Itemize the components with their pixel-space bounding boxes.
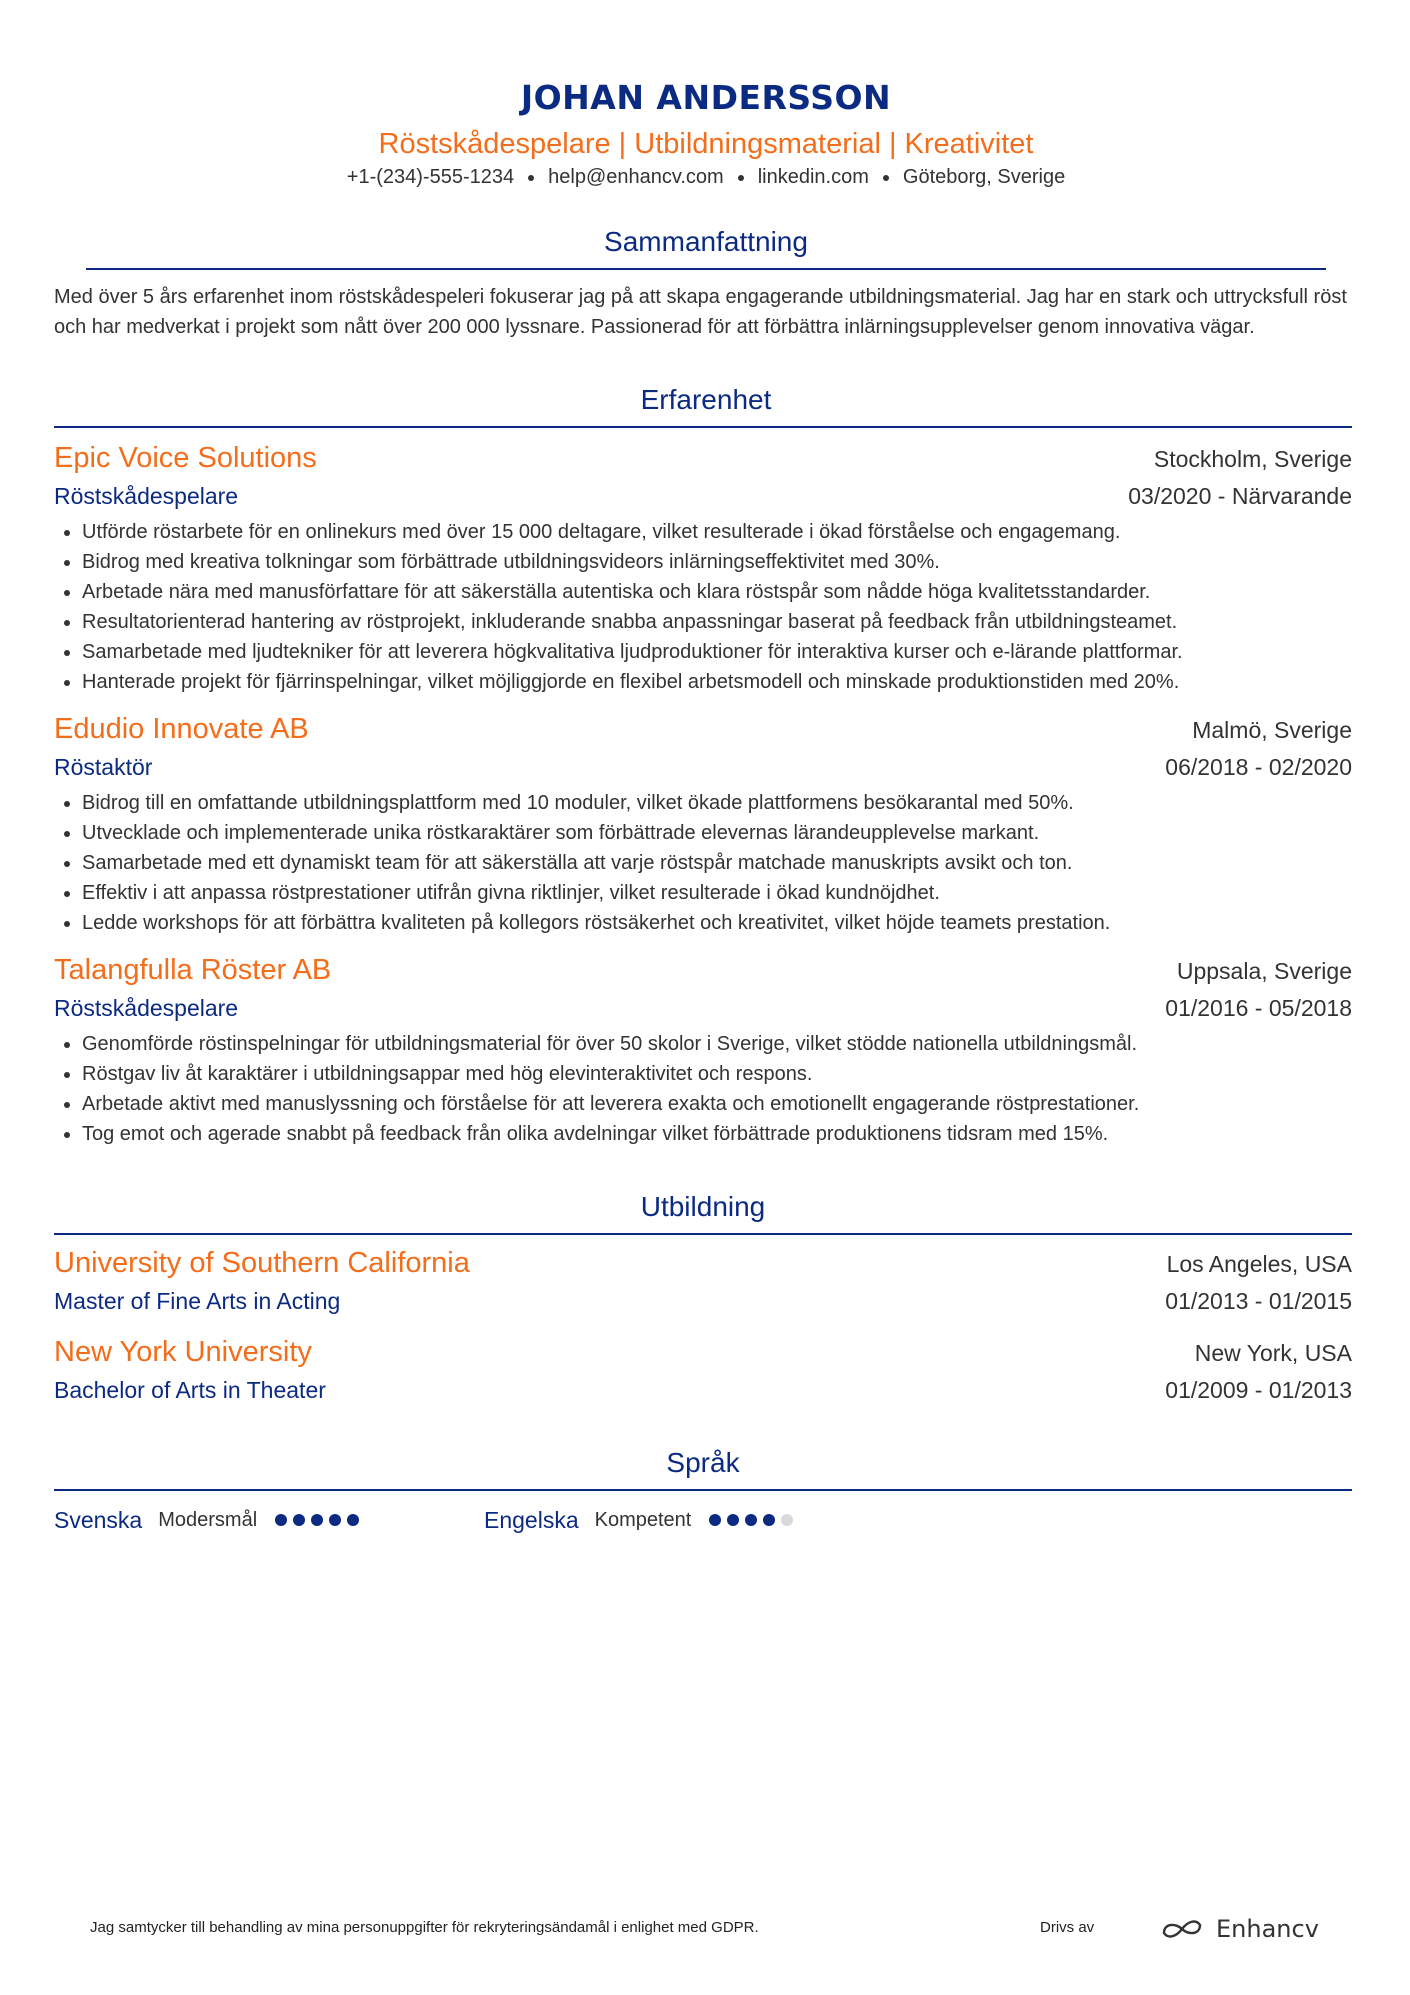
list-item: • Effektiv i att anpassa röstprestationer utifrån givna riktlinjer, vilket resulterade i ökad kundnöjdhet.	[82, 878, 1352, 908]
company-location: Malmö, Sverige	[1192, 717, 1352, 743]
education-section	[54, 1187, 1352, 1407]
list-item: • Arbetade aktivt med manuslyssning och förståelse för att leverera exakta och emotionellt engagerande röstprestationer.	[82, 1089, 1352, 1119]
list-item: • Röstgav liv åt karaktärer i utbildningsappar med hög elevinteraktivitet och respons.	[82, 1059, 1352, 1089]
tagline: Röstskådespelare | Utbildningsmaterial | Kreativitet	[378, 128, 1034, 160]
study-dates: 01/2009 - 01/2013	[1165, 1377, 1352, 1403]
section-divider	[86, 268, 1326, 270]
job-title: Röstaktör	[54, 754, 153, 780]
achievement-list	[54, 1029, 1352, 1149]
section-divider	[54, 1233, 1352, 1235]
candidate-name: JOHAN ANDERSSON	[520, 78, 892, 117]
footer	[90, 1909, 1330, 1949]
experience-entry	[54, 950, 1352, 1149]
section-title-education: Utbildning	[640, 1191, 766, 1222]
degree: Master of Fine Arts in Acting	[54, 1288, 341, 1314]
proficiency-dot-filled	[745, 1514, 757, 1526]
resume-page	[54, 70, 1352, 1537]
separator-dot	[528, 175, 534, 181]
proficiency-dot-filled	[311, 1514, 323, 1526]
list-item: • Bidrog till en omfattande utbildningsplattform med 10 moduler, vilket ökade plattformens besökarantal med 50%.	[82, 788, 1352, 818]
separator-dot	[883, 175, 889, 181]
achievement-list	[54, 788, 1352, 938]
experience-entry	[54, 709, 1352, 938]
list-item: • Arbetade nära med manusförfattare för att säkerställa autentiska och klara röstspår som nådde höga kvalitetsstandarder.	[82, 577, 1352, 607]
languages-section	[54, 1443, 1352, 1537]
job-dates: 01/2016 - 05/2018	[1165, 995, 1352, 1021]
gdpr-consent: Jag samtycker till behandling av mina personuppgifter för rekryteringsändamål i enlighet med GDPR.	[90, 1919, 759, 1936]
degree: Bachelor of Arts in Theater	[54, 1377, 326, 1403]
separator-dot	[738, 175, 744, 181]
list-item: • Ledde workshops för att förbättra kvaliteten på kollegors röstsäkerhet och kreativitet, vilket höjde teamets prestation.	[82, 908, 1352, 938]
language-name: Svenska	[54, 1506, 143, 1533]
experience-section	[54, 380, 1352, 1149]
section-divider	[54, 1489, 1352, 1491]
education-entry	[54, 1332, 1352, 1407]
list-item: • Tog emot och agerade snabbt på feedback från olika avdelningar vilket förbättrade produktionens tidsram med 15%.	[82, 1119, 1352, 1149]
section-title-summary: Sammanfattning	[604, 226, 808, 257]
study-dates: 01/2013 - 01/2015	[1165, 1288, 1352, 1314]
proficiency-dot-filled	[293, 1514, 305, 1526]
company-name: Edudio Innovate AB	[54, 713, 309, 745]
proficiency-dot-filled	[709, 1514, 721, 1526]
school-name: University of Southern California	[54, 1247, 470, 1279]
proficiency-dot-filled	[275, 1514, 287, 1526]
list-item: • Genomförde röstinspelningar för utbildningsmaterial för över 50 skolor i Sverige, vilket stödde nationella utbildningsmål.	[82, 1029, 1352, 1059]
company-location: Stockholm, Sverige	[1153, 446, 1352, 472]
proficiency-dot-filled	[329, 1514, 341, 1526]
education-entry	[54, 1243, 1352, 1318]
proficiency-dot-filled	[763, 1514, 775, 1526]
job-dates: 06/2018 - 02/2020	[1165, 754, 1352, 780]
contact-line	[86, 162, 1326, 192]
achievement-list	[54, 517, 1352, 697]
language-name: Engelska	[484, 1506, 579, 1533]
experience-entry	[54, 438, 1352, 697]
language-level: Modersmål	[158, 1508, 258, 1531]
summary-section	[54, 222, 1347, 342]
company-location: Uppsala, Sverige	[1176, 958, 1352, 984]
proficiency-dot-filled	[727, 1514, 739, 1526]
location: Göteborg, Sverige	[902, 166, 1066, 188]
enhancv-logo-icon	[1160, 1917, 1206, 1941]
summary-text: Med över 5 års erfarenhet inom röstskådespeleri fokuserar jag på att skapa engagerande utbildningsmaterial. Jag har en stark och uttrycksfull röst och har medverkat i projekt som nått över 200 000 lyssnare. Passionerad för att förbättra inlärningsupplevelser genom innovativa vägar.	[54, 286, 1347, 338]
language-item	[54, 1507, 484, 1534]
list-item: • Samarbetade med ljudtekniker för att leverera högkvalitativa ljudproduktioner för interaktiva kurser och e-lärande plattformar.	[82, 637, 1352, 667]
proficiency-dot-empty	[781, 1514, 793, 1526]
school-name: New York University	[54, 1336, 312, 1368]
company-name: Talangfulla Röster AB	[54, 954, 332, 986]
job-title: Röstskådespelare	[54, 995, 239, 1021]
powered-by-label: Drivs av	[1040, 1919, 1095, 1936]
job-dates: 03/2020 - Närvarande	[1128, 483, 1352, 509]
list-item: • Utförde röstarbete för en onlinekurs med över 15 000 deltagare, vilket resulterade i ökad förståelse och engagemang.	[82, 517, 1352, 547]
phone: +1-(234)-555-1234	[346, 166, 515, 188]
brand-name: Enhancv	[1216, 1915, 1319, 1943]
language-item	[484, 1507, 914, 1534]
list-item: • Utvecklade och implementerade unika röstkaraktärer som förbättrade elevernas lärandeupplevelse markant.	[82, 818, 1352, 848]
brand-logo	[1160, 1909, 1319, 1949]
language-list	[54, 1503, 1352, 1537]
list-item: • Bidrog med kreativa tolkningar som förbättrade utbildningsvideors inlärningseffektivitet med 30%.	[82, 547, 1352, 577]
linkedin: linkedin.com	[757, 166, 869, 188]
language-level: Kompetent	[594, 1508, 692, 1531]
section-title-languages: Språk	[666, 1447, 740, 1478]
proficiency-dot-filled	[347, 1514, 359, 1526]
job-title: Röstskådespelare	[54, 483, 239, 509]
list-item: • Samarbetade med ett dynamiskt team för att säkerställa att varje röstspår matchade manuskripts avsikt och ton.	[82, 848, 1352, 878]
company-name: Epic Voice Solutions	[54, 442, 317, 474]
proficiency-dots	[275, 1514, 365, 1526]
email: help@enhancv.com	[548, 166, 724, 188]
section-title-experience: Erfarenhet	[640, 384, 772, 415]
school-location: Los Angeles, USA	[1166, 1251, 1352, 1277]
proficiency-dots	[709, 1514, 799, 1526]
section-divider	[54, 426, 1352, 428]
list-item: • Resultatorienterad hantering av röstprojekt, inkluderande snabba anpassningar baserat på feedback från utbildningsteamet.	[82, 607, 1352, 637]
school-location: New York, USA	[1194, 1340, 1352, 1366]
list-item: • Hanterade projekt för fjärrinspelningar, vilket möjliggjorde en flexibel arbetsmodell och minskade produktionstiden med 20%.	[82, 667, 1352, 697]
